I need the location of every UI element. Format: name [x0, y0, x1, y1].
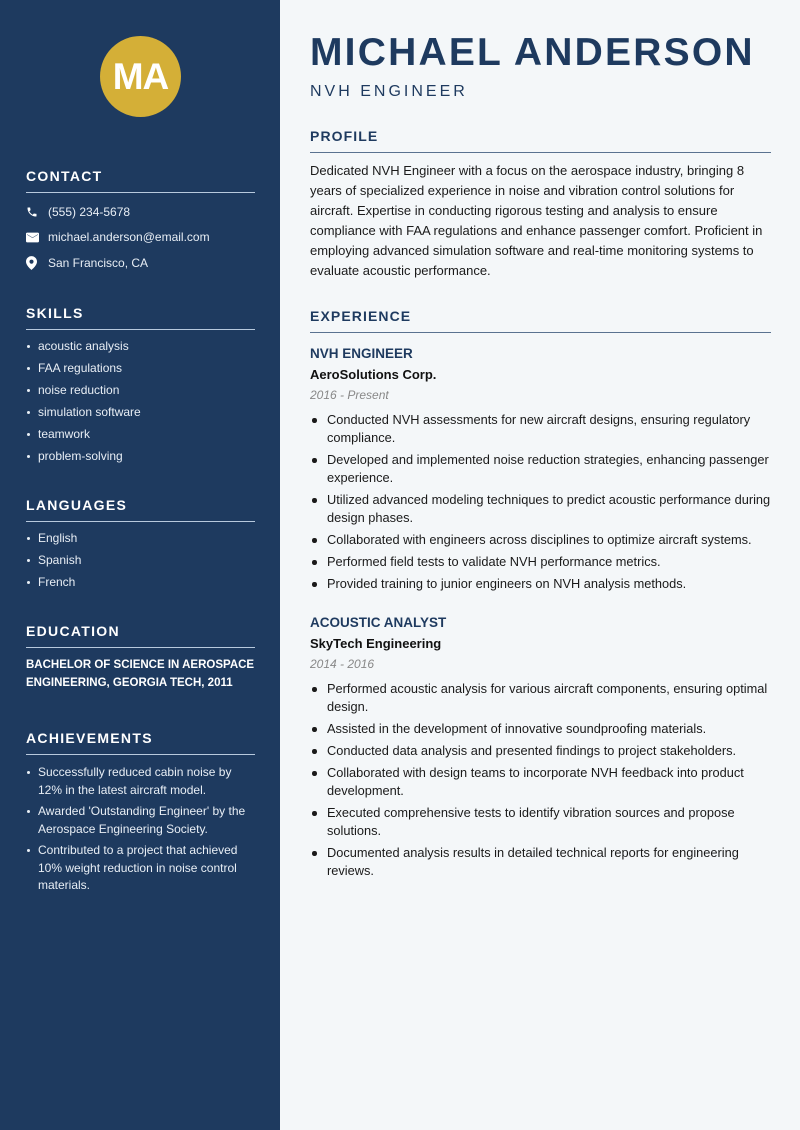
skills-list	[26, 339, 255, 464]
job-bullet: Developed and implemented noise reduction strategies, enhancing passenger experience.	[310, 451, 771, 487]
achievement-item: Contributed to a project that achieved 10% weight reduction in noise control materials.	[26, 842, 255, 895]
education-degree: BACHELOR OF SCIENCE IN AEROSPACE ENGINEERING, GEORGIA TECH, 2011	[26, 659, 255, 689]
language-item: Spanish	[26, 553, 255, 568]
achievement-item: Awarded 'Outstanding Engineer' by the Aerospace Engineering Society.	[26, 803, 255, 838]
job-bullet: Performed field tests to validate NVH performance metrics.	[310, 553, 771, 571]
job-bullet: Collaborated with engineers across disciplines to optimize aircraft systems.	[310, 531, 771, 549]
candidate-name: MICHAEL ANDERSON	[310, 31, 755, 74]
languages-list	[26, 531, 255, 590]
contact-phone	[26, 199, 255, 225]
job-bullet: Conducted NVH assessments for new aircraft designs, ensuring regulatory compliance.	[310, 411, 771, 447]
education-section	[26, 623, 255, 692]
contact-location	[26, 250, 255, 276]
skill-item: noise reduction	[26, 383, 255, 398]
job-company: AeroSolutions Corp.	[310, 367, 437, 382]
contact-email	[26, 225, 255, 251]
location-pin-icon	[26, 256, 48, 270]
profile-summary: Dedicated NVH Engineer with a focus on the aerospace industry, bringing 8 years of specialized experience in noise and vibration control solutions for aircraft. Expertise in conducting rigorous testing and analysis to ensure compliance with FAA regulations and enhance passenger comfort. Proficient in employing advanced simulation software and real-time monitoring systems to evaluate acoustic performance.	[310, 163, 763, 278]
job-bullet: Utilized advanced modeling techniques to predict acoustic performance during design phases.	[310, 491, 771, 527]
job-bullet: Provided training to junior engineers on NVH analysis methods.	[310, 575, 771, 593]
contact-section	[26, 168, 255, 276]
profile-section	[310, 128, 771, 281]
job-role: ACOUSTIC ANALYST	[310, 615, 447, 630]
job-company: SkyTech Engineering	[310, 636, 442, 651]
experience-section	[310, 308, 771, 333]
sidebar	[0, 0, 280, 1130]
skills-section	[26, 305, 255, 471]
job-bullet: Assisted in the development of innovative soundproofing materials.	[310, 720, 771, 738]
achievements-list	[26, 764, 255, 895]
job-bullet: Performed acoustic analysis for various aircraft components, ensuring optimal design.	[310, 680, 771, 716]
job-bullet: Documented analysis results in detailed technical reports for engineering reviews.	[310, 844, 771, 880]
language-item: English	[26, 531, 255, 546]
skill-item: simulation software	[26, 405, 255, 420]
job-role: NVH ENGINEER	[310, 346, 413, 361]
job-bullet: Conducted data analysis and presented findings to project stakeholders.	[310, 742, 771, 760]
education-heading: EDUCATION	[26, 623, 255, 648]
job-bullet: Collaborated with design teams to incorporate NVH feedback into product development.	[310, 764, 771, 800]
languages-heading: LANGUAGES	[26, 497, 255, 522]
contact-heading: CONTACT	[26, 168, 255, 193]
experience-heading: EXPERIENCE	[310, 308, 771, 333]
profile-heading: PROFILE	[310, 128, 771, 153]
skill-item: problem-solving	[26, 449, 255, 464]
avatar: MA	[100, 36, 181, 117]
skill-item: FAA regulations	[26, 361, 255, 376]
contact-phone-text: (555) 234-5678	[48, 204, 131, 219]
achievement-item: Successfully reduced cabin noise by 12% in the latest aircraft model.	[26, 764, 255, 799]
candidate-title: NVH ENGINEER	[310, 83, 468, 100]
email-icon	[26, 232, 48, 243]
job-dates: 2016 - Present	[310, 388, 389, 402]
contact-email-text: michael.anderson@email.com	[48, 230, 210, 245]
achievements-heading: ACHIEVEMENTS	[26, 730, 255, 755]
job-bullets	[310, 411, 771, 593]
skill-item: acoustic analysis	[26, 339, 255, 354]
contact-location-text: San Francisco, CA	[48, 255, 149, 270]
job-entry	[310, 615, 771, 884]
achievements-section	[26, 730, 255, 899]
language-item: French	[26, 575, 255, 590]
job-entry	[310, 346, 771, 597]
job-bullet: Executed comprehensive tests to identify vibration sources and propose solutions.	[310, 804, 771, 840]
skills-heading: SKILLS	[26, 305, 255, 330]
skill-item: teamwork	[26, 427, 255, 442]
job-bullets	[310, 680, 771, 880]
job-dates: 2014 - 2016	[310, 657, 375, 671]
phone-icon	[26, 206, 48, 218]
languages-section	[26, 497, 255, 597]
